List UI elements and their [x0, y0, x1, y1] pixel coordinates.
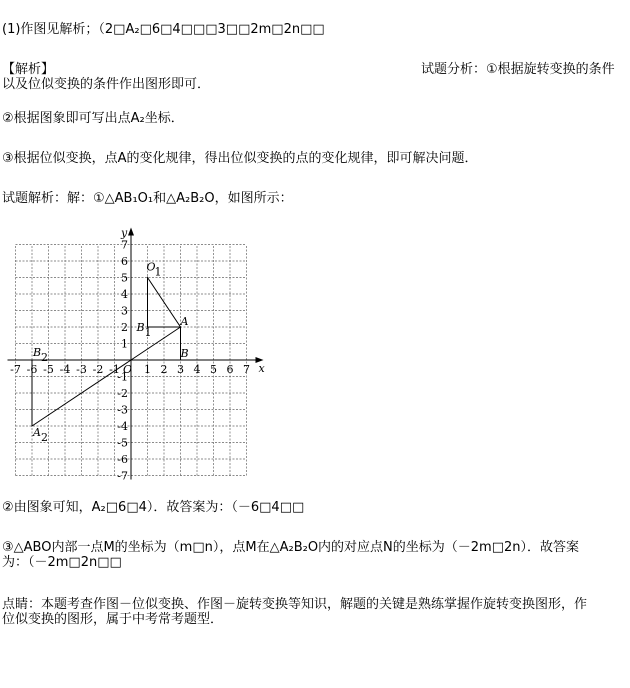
- label-B1: B: [136, 321, 145, 334]
- y-tick-label: -1: [117, 370, 128, 384]
- x-tick-label: -1: [109, 363, 120, 376]
- x-tick-label: -5: [43, 363, 54, 376]
- x-tick-label: -2: [92, 363, 104, 376]
- y-tick-label: 2: [121, 321, 128, 334]
- y-tick-label: -4: [117, 420, 128, 433]
- y-tick-label: -2: [117, 387, 128, 400]
- x-tick-label: 3: [177, 363, 184, 376]
- analysis-tag: 【解析】: [2, 62, 55, 77]
- x-tick-label: 6: [226, 363, 234, 376]
- x-tick-label: 7: [243, 363, 250, 376]
- comment-line-1: 点睛：本题考查作图－位似变换、作图－旋转变换等知识，解题的关键是熟练掌握作旋转变换图形，作: [2, 597, 588, 612]
- header-line: (1)作图见解析；（2□A₂□6□4□□□3□□2m□2n□□: [2, 22, 325, 37]
- x-tick-label: 2: [160, 363, 168, 376]
- step-3: ③根据位似变换，点A的变化规律，得出位似变换的点的变化规律，即可解决问题．: [2, 151, 478, 166]
- answer-2: ②由图象可知，A₂□6□4）．故答案为：（－6□4□□: [2, 500, 305, 515]
- x-tick-label: 1: [144, 363, 151, 376]
- analysis-right: 试题分析：①根据旋转变换的条件: [421, 62, 615, 77]
- x-tick-label: 5: [210, 363, 217, 376]
- x-tick-label: -4: [59, 363, 71, 376]
- triangles: [32, 278, 181, 427]
- label-A2-sub: 2: [41, 431, 48, 444]
- y-tick-label: 4: [121, 288, 128, 301]
- label-B2-sub: 2: [41, 351, 48, 364]
- y-axis-label: y: [121, 226, 128, 240]
- y-axis-arrow: [128, 228, 134, 236]
- label-A2: A: [33, 426, 41, 439]
- y-tick-label: 1: [121, 337, 128, 351]
- y-tick-label: -7: [117, 469, 128, 483]
- answer-3-line-2: 为：（－2m□2n□□: [2, 555, 122, 570]
- step-2: ②根据图象即可写出点A₂坐标．: [2, 111, 184, 126]
- y-tick-label: 7: [121, 238, 128, 252]
- label-B1-sub: 1: [144, 326, 152, 339]
- point-labels: [32, 261, 189, 445]
- label-O1-sub: 1: [154, 265, 162, 279]
- y-tick-label: -6: [117, 453, 128, 466]
- label-B: B: [180, 347, 189, 360]
- answer-3-line-1: ③△ABO内部一点M的坐标为（m□n），点M在△A₂B₂O内的对应点N的坐标为（－2m□2n）．故答案: [2, 540, 580, 555]
- y-tick-label: -5: [117, 436, 128, 450]
- x-axis-label: x: [258, 362, 265, 375]
- comment-line-2: 位似变换的图形，属于中考常考题型．: [2, 612, 224, 627]
- x-tick-label: -3: [76, 363, 87, 376]
- label-O1: O: [146, 260, 156, 274]
- analysis-continuation: 以及位似变换的条件作出图形即可．: [2, 77, 211, 92]
- origin-label: O: [123, 363, 133, 376]
- label-B2: B: [33, 346, 42, 359]
- label-A: A: [180, 315, 189, 328]
- x-tick-label: 4: [193, 363, 201, 376]
- solution-line: 试题解析：解：①△AB₁O₁和△A₂B₂O，如图所示：: [2, 191, 293, 206]
- y-tick-label: 6: [121, 255, 128, 268]
- y-tick-label: 3: [121, 304, 128, 318]
- y-tick-label: 5: [121, 271, 128, 285]
- coordinate-figure: [0, 226, 272, 483]
- x-tick-label: -6: [26, 363, 38, 376]
- y-tick-label: -3: [117, 403, 128, 417]
- x-tick-label: -7: [10, 363, 21, 376]
